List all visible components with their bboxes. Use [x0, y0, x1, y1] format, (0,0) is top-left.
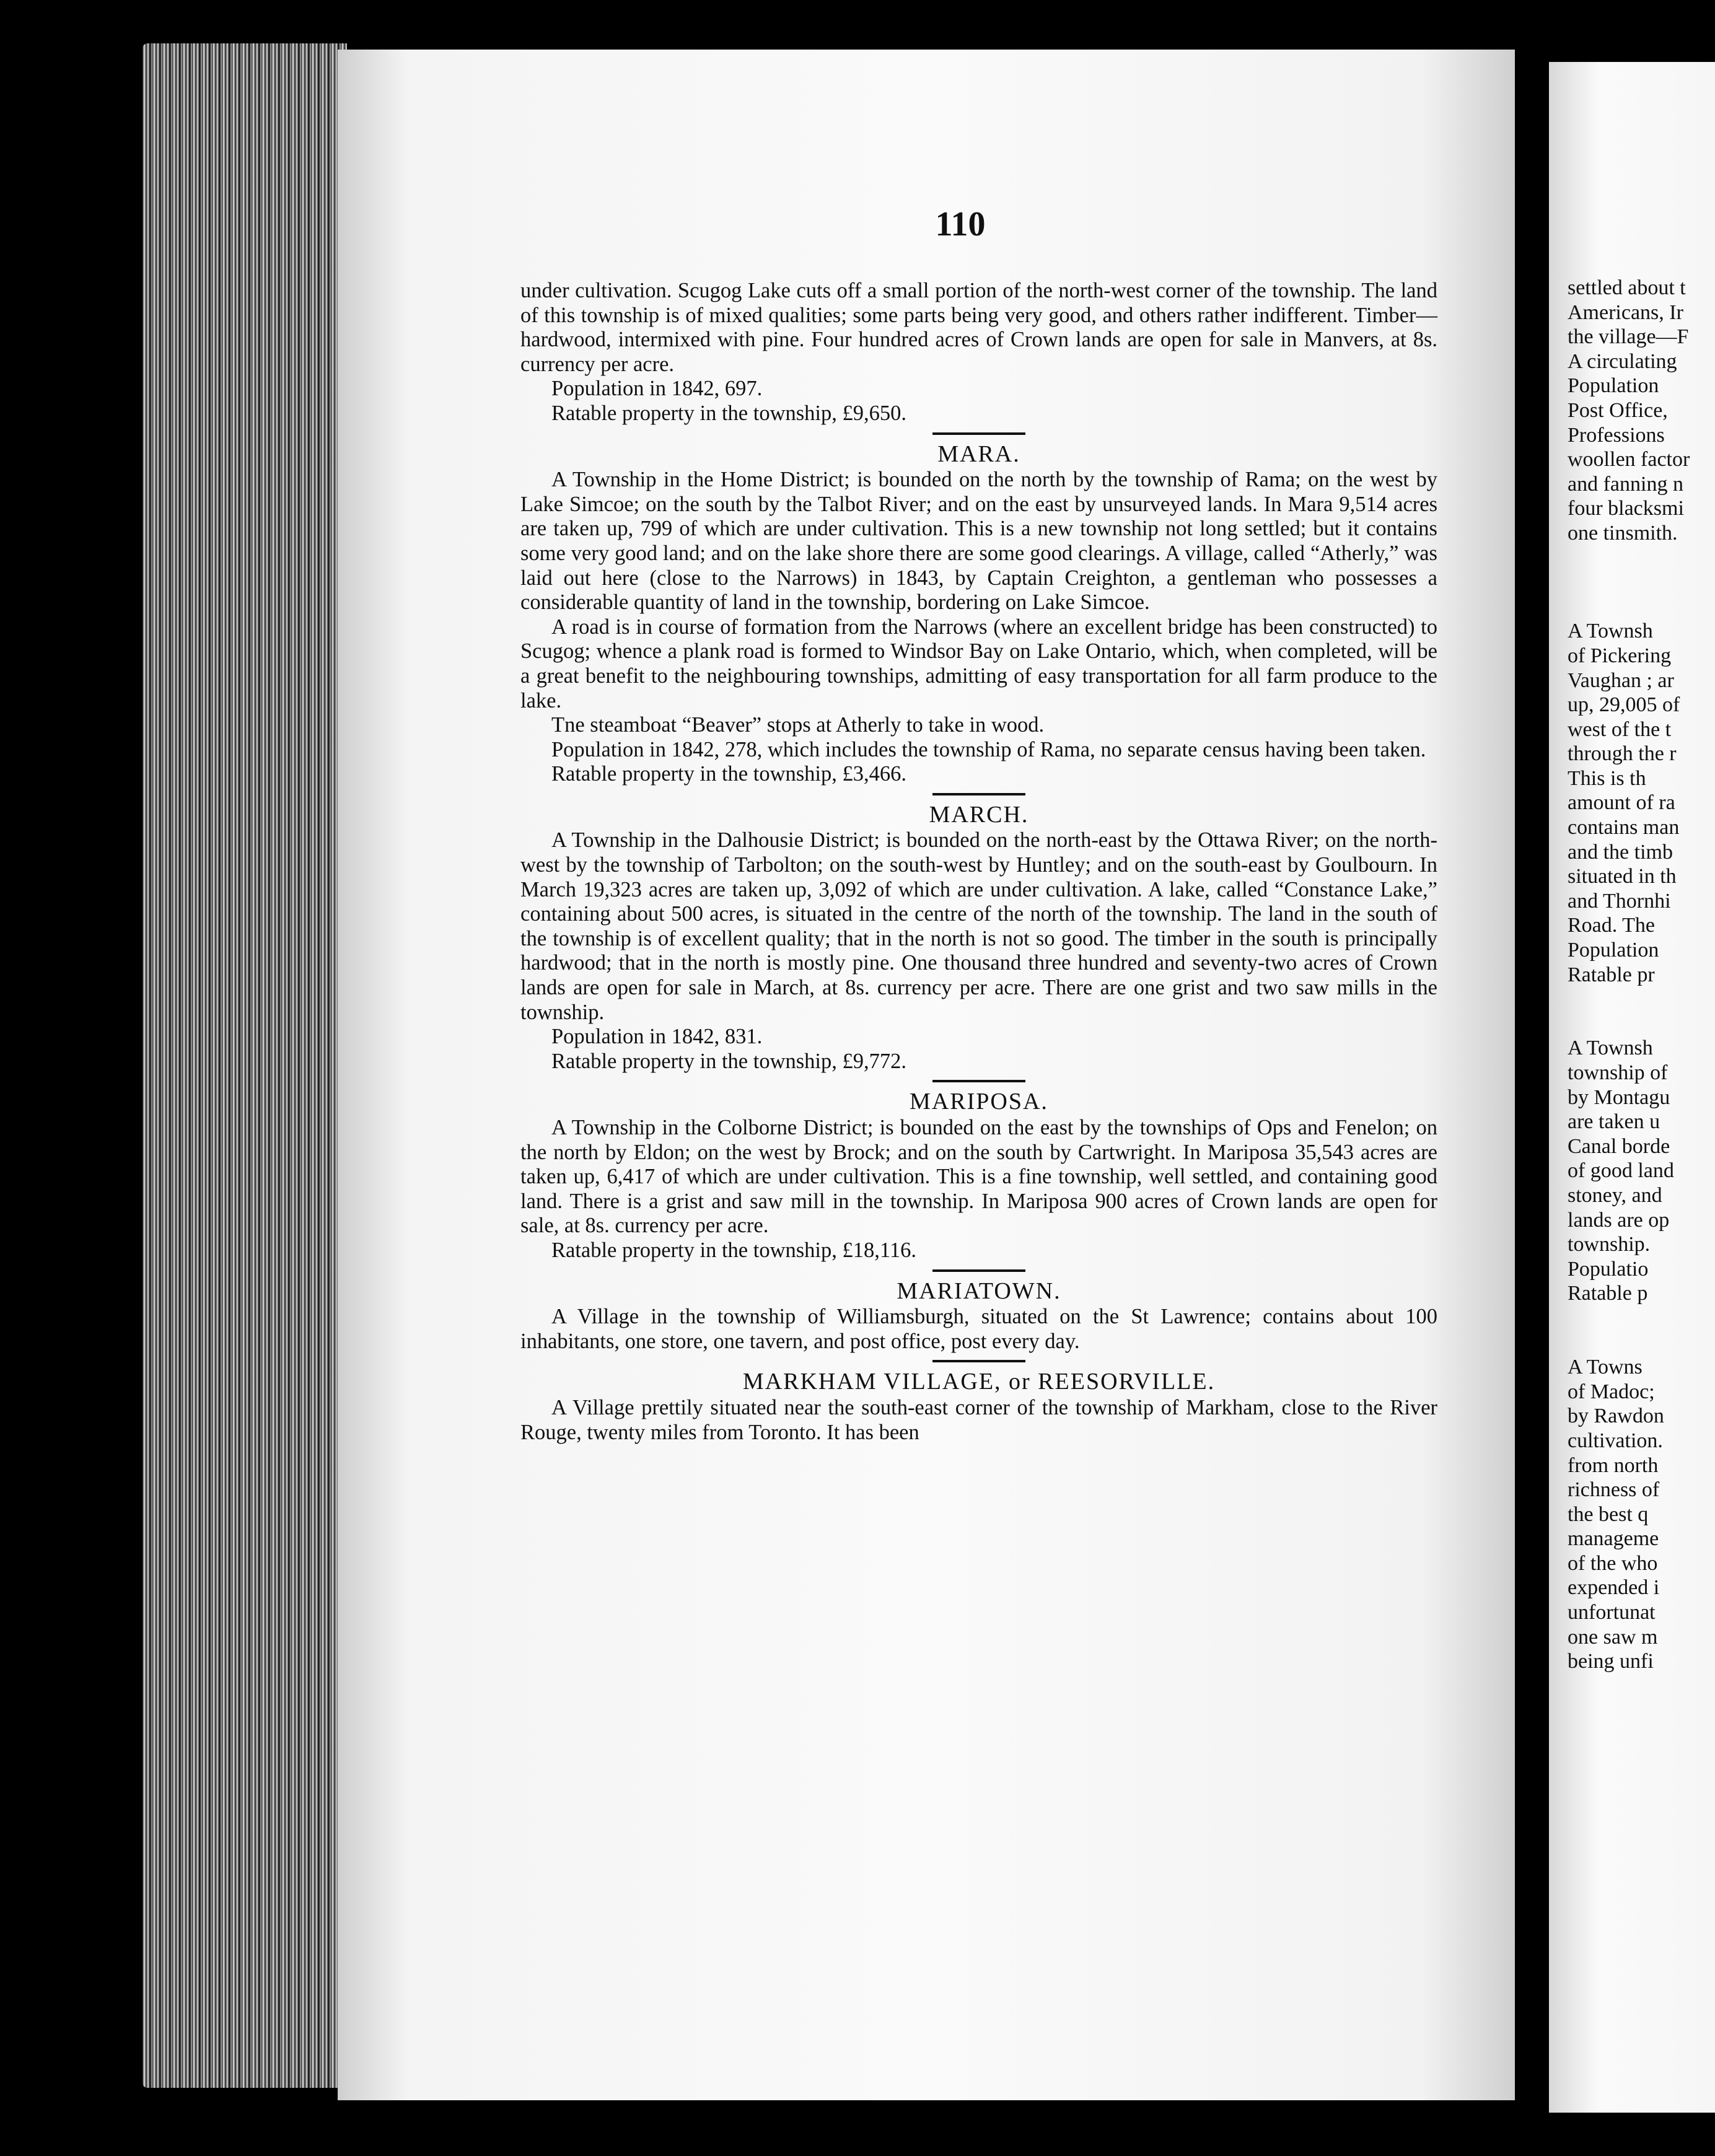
- right-page-line: four blacksmi: [1568, 497, 1684, 520]
- heading-mariposa: MARIPOSA.: [910, 1089, 1048, 1115]
- right-page-line: [1568, 1306, 1715, 1331]
- right-page-line: Population: [1568, 939, 1659, 962]
- right-page-line: the village—F: [1568, 325, 1689, 349]
- right-page-line: A Townsh: [1568, 1036, 1653, 1060]
- right-page: [1549, 62, 1715, 2113]
- intro-paragraph: under cultivation. Scugog Lake cuts off a small portion of the north-west corner of the township. The land of this township is of mixed qualities; some parts being very good, and others rather indifferent. Timber—hardwood, intermixed with pine. Four hundred acres of Crown lands are open for sale in Manvers, at 8s. currency per acre.: [520, 279, 1437, 376]
- mara-paragraph-1: A Township in the Home District; is bounded on the north by the township of Rama; on the west by Lake Simcoe; on the south by the Talbot River; and on the east by unsurveyed lands. In Mara 9,514 acres are taken up, 799 of which are under cultivation. This is a new township not long settled; but it contains some very good land; and on the lake shore there are some good clearings. A village, called “Atherly,” was laid out here (close to the Narrows) in 1843, by Captain Creighton, a gentleman who possesses a considerable quantity of land in the township, bordering on Lake Simcoe.: [520, 468, 1437, 615]
- right-page-line: amount of ra: [1568, 791, 1675, 815]
- right-page-line: [1568, 595, 1715, 620]
- right-page-line: west of the t: [1568, 717, 1672, 741]
- section-divider: [932, 793, 1025, 795]
- right-page-line: the best q: [1568, 1502, 1649, 1526]
- right-page-line: settled about t: [1568, 276, 1686, 299]
- section-divider: [932, 1269, 1025, 1272]
- mara-population: Population in 1842, 278, which includes the township of Rama, no separate census having been taken.: [551, 737, 1426, 761]
- right-page-line: Canal borde: [1568, 1134, 1670, 1158]
- book-page-edges: [143, 43, 347, 2088]
- intro-ratable: Ratable property in the township, £9,650.: [551, 401, 906, 425]
- right-page-line: This is th: [1568, 766, 1646, 790]
- right-page-line: cultivation.: [1568, 1429, 1663, 1452]
- right-page-line: of Pickering: [1568, 644, 1672, 667]
- right-page-line: of good land: [1568, 1159, 1674, 1183]
- right-page-line: township.: [1568, 1233, 1651, 1256]
- mariposa-ratable: Ratable property in the township, £18,116.: [551, 1238, 916, 1262]
- right-page-line: and Thornhi: [1568, 889, 1671, 913]
- right-page-line: from north: [1568, 1453, 1659, 1477]
- right-page-line: Post Office,: [1568, 398, 1668, 422]
- right-page-line: [1568, 1331, 1715, 1356]
- section-divider: [932, 432, 1025, 435]
- right-page-line: [1568, 1012, 1715, 1036]
- right-page-line: A Towns: [1568, 1356, 1643, 1379]
- right-page-line: Population: [1568, 374, 1659, 398]
- right-page-line: and fanning n: [1568, 472, 1683, 496]
- right-page-line: Road. The: [1568, 914, 1656, 937]
- mara-paragraph-2: A road is in course of formation from the Narrows (where an excellent bridge has been constructed) to Scugog; whence a plank road is formed to Windsor Bay on Lake Ontario, which, when completed, will be a great benefit to the neighbouring townships, admitting of easy transportation for all farm produce to the lake.: [520, 615, 1437, 712]
- right-page-line: by Rawdon: [1568, 1404, 1664, 1428]
- right-page-line: woollen factor: [1568, 448, 1690, 471]
- right-page-line: Americans, Ir: [1568, 300, 1683, 324]
- march-paragraph-1: A Township in the Dalhousie District; is bounded on the north-east by the Ottawa River; on the north-west by the township of Tarbolton; on the south-west by Huntley; and on the south-east by Goulbourn. In March 19,323 acres are taken up, 3,092 of which are under cultivation. A lake, called “Constance Lake,” containing about 500 acres, is situated in the centre of the north of the township. The land in the south of the township is of excellent quality; that in the north is not so good. The timber in the south is principally hardwood; that in the north is mostly pine. One thousand three hundred and seventy-two acres of Crown lands are open for sale in March, at 8s. currency per acre. There are one grist and two saw mills in the township.: [520, 828, 1437, 1024]
- section-divider: [932, 1080, 1025, 1082]
- right-page-line: of Madoc;: [1568, 1380, 1655, 1403]
- right-page-line: one saw m: [1568, 1625, 1658, 1649]
- right-page-line: are taken u: [1568, 1110, 1660, 1134]
- right-page-line: A Townsh: [1568, 620, 1653, 643]
- right-page-line: [1568, 570, 1715, 595]
- right-page-line: Populatio: [1568, 1257, 1649, 1281]
- mara-paragraph-3: Tne steamboat “Beaver” stops at Atherly to take in wood.: [551, 713, 1045, 737]
- right-page-line: by Montagu: [1568, 1085, 1670, 1109]
- section-divider: [932, 1360, 1025, 1362]
- right-page-line: being unfi: [1568, 1650, 1654, 1673]
- markham-paragraph-1: A Village prettily situated near the south-east corner of the township of Markham, close to the River Rouge, twenty miles from Toronto. It has been: [520, 1395, 1437, 1444]
- right-page-line: situated in th: [1568, 865, 1677, 888]
- right-page-line: township of: [1568, 1061, 1668, 1084]
- right-page-line: Vaughan ; ar: [1568, 668, 1674, 692]
- right-page-line: up, 29,005 of: [1568, 693, 1680, 717]
- mariposa-paragraph-1: A Township in the Colborne District; is bounded on the east by the townships of Ops and Fenelon; on the north by Eldon; on the west by Brock; and on the south by Cartwright. In Mariposa 35,543 acres are taken up, 6,417 of which are under cultivation. This is a fine township, well settled, and containing good land. There is a grist and saw mill in the township. In Mariposa 900 acres of Crown lands are open for sale, at 8s. currency per acre.: [520, 1116, 1437, 1238]
- heading-mara: MARA.: [937, 440, 1020, 467]
- right-page-text-fragments: [1568, 276, 1715, 1674]
- right-page-line: Ratable p: [1568, 1282, 1648, 1305]
- right-page-line: richness of: [1568, 1478, 1660, 1502]
- heading-mariatown: MARIATOWN.: [897, 1277, 1061, 1304]
- right-page-line: expended i: [1568, 1576, 1660, 1600]
- march-population: Population in 1842, 831.: [551, 1025, 763, 1049]
- heading-markham: MARKHAM VILLAGE, or REESORVILLE.: [742, 1369, 1216, 1395]
- right-page-line: stoney, and: [1568, 1183, 1662, 1207]
- right-page-line: Ratable pr: [1568, 963, 1655, 986]
- right-page-line: through the r: [1568, 742, 1677, 766]
- right-page-line: A circulating: [1568, 349, 1677, 373]
- right-page-line: [1568, 987, 1715, 1012]
- right-page-line: manageme: [1568, 1527, 1659, 1551]
- intro-population: Population in 1842, 697.: [551, 377, 763, 401]
- right-page-line: of the who: [1568, 1551, 1658, 1575]
- mara-ratable: Ratable property in the township, £3,466.: [551, 762, 906, 786]
- right-page-line: lands are op: [1568, 1208, 1670, 1232]
- heading-march: MARCH.: [929, 801, 1029, 828]
- march-ratable: Ratable property in the township, £9,772.: [551, 1049, 906, 1073]
- mariatown-paragraph-1: A Village in the township of Williamsburgh, situated on the St Lawrence; contains about 100 inhabitants, one store, one tavern, and post office, post every day.: [520, 1305, 1437, 1353]
- right-page-line: Professions: [1568, 423, 1665, 447]
- right-page-line: and the timb: [1568, 840, 1673, 864]
- right-page-line: [1568, 546, 1715, 571]
- right-page-line: unfortunat: [1568, 1601, 1656, 1624]
- right-page-line: contains man: [1568, 816, 1680, 839]
- left-page-text: [520, 279, 1437, 1445]
- right-page-line: one tinsmith.: [1568, 521, 1678, 545]
- page-number: 110: [935, 205, 986, 243]
